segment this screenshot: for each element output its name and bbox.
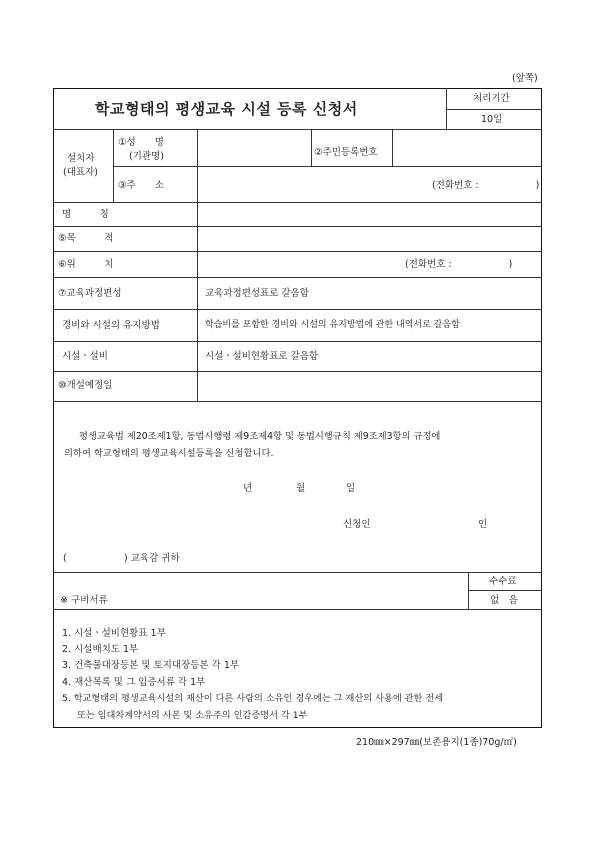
page-side-label: (앞쪽): [512, 73, 538, 84]
address-phone: (전화번호 : ): [432, 180, 540, 191]
declaration-line-1: 평생교육법 제20조제1항, 동법시행령 제9조제4항 및 동법시행규칙 제9조제3항의 규정에: [79, 431, 441, 442]
recipient-label: ) 교육감 귀하: [124, 553, 180, 564]
address-value[interactable]: [199, 168, 419, 200]
document-item: 4. 재산목록 및 그 입증서류 각 1부: [62, 677, 206, 688]
curriculum-label: ⑦교육과정편성: [58, 288, 122, 299]
fee-value: 없 음: [490, 595, 518, 606]
open-date-label: ⑩개설예정일: [58, 380, 113, 391]
processing-period-label: 처리기간: [473, 93, 510, 104]
recipient-open: (: [63, 553, 67, 564]
document-item: 1. 시설ㆍ설비현황표 1부: [62, 628, 166, 639]
name-row-label: 명 칭: [62, 209, 109, 220]
address-label: ③주 소: [118, 180, 164, 191]
paper-spec: 210㎜×297㎜(보존용지(1종)70g/㎡): [356, 737, 517, 748]
name-sub-label: (기관명): [129, 151, 164, 162]
date-day: 일: [346, 483, 356, 494]
document-item: 2. 시설배치도 1부: [62, 644, 139, 655]
seal-mark: 인: [478, 519, 488, 530]
reg-no-value[interactable]: [394, 131, 540, 164]
location-label: ⑥위 치: [58, 259, 114, 270]
open-date-value[interactable]: [199, 373, 539, 399]
document-item: 또는 임대차계약서의 사본 및 소유주의 인감증명서 각 1부: [77, 710, 308, 721]
document-item: 3. 건축물대장등본 및 토지대장등본 각 1부: [62, 660, 240, 671]
expense-value: 학습비를 포함한 경비와 시설의 유지방법에 관한 내역서로 갈음함: [205, 320, 460, 330]
recipient-region-input[interactable]: [70, 549, 120, 565]
purpose-label: ⑤목 적: [58, 233, 114, 244]
fee-label: 수수료: [489, 576, 517, 587]
applicant-group-sublabel: (대표자): [63, 167, 98, 178]
applicant-signature-label: 신청인: [343, 519, 371, 530]
reg-no-label: ②주민등록번호: [314, 147, 378, 158]
location-value[interactable]: [199, 253, 399, 275]
document-item: 5. 학교형태의 평생교육시설의 재산이 다른 사람의 소유인 경우에는 그 재산의 사용에 관한 전세: [62, 693, 444, 704]
name-value[interactable]: [199, 131, 309, 164]
expense-label: 경비와 시설의 유지방법: [62, 320, 160, 331]
facility-label: 시설ㆍ설비: [62, 351, 108, 362]
date-month: 월: [296, 483, 306, 494]
name-label: ①성 명: [118, 137, 164, 148]
date-year: 년: [243, 483, 253, 494]
documents-heading: ※ 구비서류: [60, 595, 108, 606]
location-phone: (전화번호 : ): [405, 259, 513, 270]
purpose-value[interactable]: [199, 228, 539, 249]
processing-period-value: 10일: [481, 114, 503, 125]
facility-value: 시설ㆍ설비현황표로 갈음함: [205, 351, 319, 362]
curriculum-value: 교육과정편성표로 갈음함: [205, 288, 309, 299]
declaration-line-2: 의하여 학교형태의 평생교육시설등록을 신청합니다.: [64, 448, 274, 459]
form-title: 학교형태의 평생교육 시설 등록 신청서: [95, 100, 358, 118]
applicant-group-label: 설치자: [67, 153, 95, 164]
name-row-value[interactable]: [199, 204, 539, 224]
